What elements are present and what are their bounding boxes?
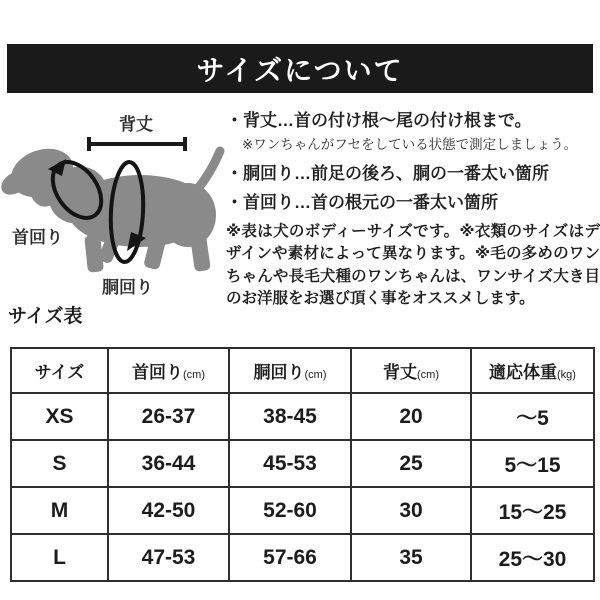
measurement-subnote: ※ワンちゃんがフセをしている状態で測定しましょう。 — [242, 137, 578, 152]
col-header-back: 背丈(cm) — [351, 348, 471, 393]
size-cell: XS — [11, 393, 108, 440]
back-length-label: 背丈 — [119, 115, 153, 134]
size-cell: M — [11, 487, 108, 534]
page-title: サイズについて — [196, 54, 404, 86]
size-cell: 57-66 — [229, 534, 351, 581]
size-row-m — [11, 487, 594, 534]
size-cell: 20 — [351, 393, 471, 440]
size-cell: 38-45 — [229, 393, 351, 440]
size-cell: 25 — [351, 440, 471, 487]
body-girth-label: 胴回り — [102, 278, 153, 297]
col-header-neck: 首回り(cm) — [108, 348, 229, 393]
size-cell: L — [11, 534, 108, 581]
size-cell: 36-44 — [108, 440, 229, 487]
size-cell: 42-50 — [108, 487, 229, 534]
title-bar — [7, 44, 593, 93]
size-cell: 26-37 — [108, 393, 229, 440]
size-cell: 30 — [351, 487, 471, 534]
measurement-bullet-girth: ・胴回り…前足の後ろ、胴の一番太い箇所 — [226, 164, 549, 183]
size-cell: 45-53 — [229, 440, 351, 487]
size-table-header-row — [11, 348, 594, 393]
size-cell: 15～25 — [471, 487, 594, 534]
size-table — [10, 347, 595, 582]
col-header-weight: 適応体重(kg) — [471, 348, 594, 393]
size-table-title: サイズ表 — [8, 306, 83, 327]
size-cell: 25～30 — [471, 534, 594, 581]
measurement-bullet-neck: ・首回り…首の根元の一番太い箇所 — [226, 193, 498, 212]
dog-measurement-diagram — [0, 105, 235, 300]
measurement-bullet-back: ・背丈…首の付け根～尾の付け根まで。 — [226, 111, 532, 130]
size-row-xs — [11, 393, 594, 440]
size-cell: 35 — [351, 534, 471, 581]
size-cell: 5～15 — [471, 440, 594, 487]
col-header-girth: 胴回り(cm) — [229, 348, 351, 393]
col-header-size: サイズ — [11, 348, 108, 393]
size-row-l — [11, 534, 594, 581]
size-row-s — [11, 440, 594, 487]
size-cell: S — [11, 440, 108, 487]
size-cell: 52-60 — [229, 487, 351, 534]
neck-girth-label: 首回り — [12, 228, 63, 247]
size-disclaimer: ※表は犬のボディーサイズです。※衣類のサイズはデザインや素材によって異なります。※毛の多めのワンちゃんや長毛犬種のワンちゃんは、ワンサイズ大き目のお洋服をお選び頂く事をオススメします。 — [226, 223, 600, 308]
size-cell: 47-53 — [108, 534, 229, 581]
size-cell: ～5 — [471, 393, 594, 440]
